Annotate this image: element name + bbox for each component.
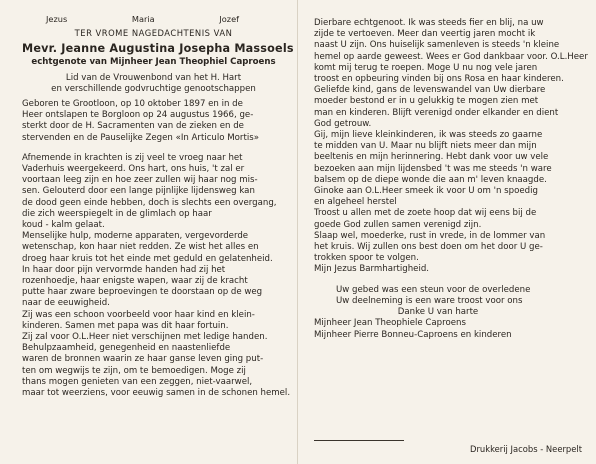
farewell-line: trokken spoor te volgen. (314, 253, 419, 264)
reflection-line: die zich weerspiegelt in de glimlach op haar (22, 208, 212, 219)
reflection-line: Afnemende in krachten is zij veel te vroeg naar het (22, 152, 243, 163)
reflection-line: Zij was een schoon voorbeeld voor haar kind en klein- (22, 309, 255, 320)
printer-credit: Drukkerij Jacobs - Neerpelt (470, 444, 582, 454)
reflection-line: thans mogen genieten van een zeggen, niet-vaarwel, (22, 376, 253, 387)
reflection-line: naar de eeuwigheid. (22, 298, 110, 309)
reflection-text (22, 152, 291, 399)
farewell-line: bezoeken aan mijn lijdensbed 't was me steeds 'n ware (314, 163, 552, 174)
farewell-line: beeltenis en mijn herinnering. Hebt dank voor uw vele (314, 152, 549, 163)
reflection-line: wetenschap, kon haar niet redden. Ze wist het alles en (22, 242, 259, 253)
farewell-text (314, 18, 588, 276)
farewell-line: goede God zullen samen verenigd zijn. (314, 219, 482, 230)
biography (22, 99, 285, 144)
reflection-line: koud - kalm gelaat. (22, 220, 105, 231)
biography-line: Heer ontslapen te Borgloon op 24 augustus 1966, ge- (22, 110, 254, 121)
farewell-line: Dierbare echtgenoot. Ik was steeds fier en blij, na uw (314, 18, 544, 28)
reflection-line: In haar door pijn vervormde handen had zij het (22, 264, 226, 275)
holy-name-maria: Maria (131, 14, 155, 24)
farewell-line: Geliefde kind, gans de levenswandel van Uw dierbare (314, 85, 546, 96)
farewell-line: God getrouw. (314, 118, 372, 129)
biography-line: Geboren te Grootloon, op 10 oktober 1897 en in de (22, 99, 243, 110)
divider (314, 440, 404, 441)
farewell-line: zijde te vertoeven. Meer dan veertig jaren mocht ik (314, 29, 536, 40)
holy-name-jozef: Jozef (219, 14, 239, 24)
reflection-line: de dood geen einde hebben, doch is slechts een overgang, (22, 197, 277, 208)
farewell-line: balsem op de diepe wonde die aan m' leven knaagde. (314, 174, 547, 185)
reflection-line: maar tot weerziens, voor eeuwig samen in de schonen hemel. (22, 388, 291, 399)
farewell-line: hemel op aarde geweest. Wees er God dankbaar voor. O.L.Heer (314, 51, 588, 62)
membership-line: en verschillende godvruchtige genootschappen (51, 83, 256, 94)
farewell-line: Slaap wel, moederke, rust in vrede, in de lommer van (314, 230, 546, 241)
reflection-line: Vaderhuis weergekeerd. Ons hart, ons huis, 't zal er (22, 164, 245, 175)
reflection-line: ten om wegwijs te zijn, om te bemoedigen. Moge zij (22, 365, 246, 376)
reflection-line: Behulpzaamheid, genegenheid en naastenliefde (22, 343, 231, 354)
signatory: Mijnheer Jean Theophiele Caproens (314, 318, 466, 329)
farewell-line: naast U zijn. Ons huiselijk samenleven is steeds 'n kleine (314, 40, 560, 51)
thanks-line: Uw gebed was een steun voor de overledene (336, 284, 531, 295)
reflection-line: Zij zal voor O.L.Heer niet verschijnen met ledige handen. (22, 332, 268, 343)
thanks-line: Uw deelneming is een ware troost voor ons (336, 295, 523, 306)
biography-line: sterkt door de H. Sacramenten van de zieken en de (22, 121, 244, 132)
farewell-line: Gij, mijn lieve kleinkinderen, ik was steeds zo gaarne (314, 130, 543, 141)
deceased-name: Mevr. Jeanne Augustina Josepha Massoels (22, 42, 294, 56)
signatory: Mijnheer Pierre Bonneu-Caproens en kinderen (314, 330, 512, 341)
thanks-line: Danke U van harte (397, 307, 479, 318)
holy-names (22, 14, 285, 25)
farewell-line: moeder bestond er in u gelukkig te mogen zien met (314, 96, 539, 107)
reflection-line: sen. Gelouterd door een lange pijnlijke lijdensweg kan (22, 186, 255, 197)
farewell-line: het kruis. Wij zullen ons best doen om het door U ge- (314, 242, 543, 253)
farewell-line: man en kinderen. Blijft verenigd onder elkander en dient (314, 107, 559, 118)
spouse-line: echtgenote van Mijnheer Jean Theophiel Caproens (31, 57, 276, 68)
thanks-block (314, 285, 580, 319)
signatories (314, 318, 580, 342)
farewell-line: en algeheel herstel (314, 197, 397, 208)
farewell-line: troost en opbeuring vinden bij ons Rosa en haar kinderen. (314, 74, 564, 85)
holy-name-jezus: Jezus (46, 14, 68, 24)
reflection-line: Menselijke hulp, moderne apparaten, vergevorderde (22, 231, 249, 242)
reflection-line: putte haar zware beproevingen te doorstaan op de weg (22, 287, 263, 298)
memory-heading: TER VROME NAGEDACHTENIS VAN (74, 28, 233, 38)
reflection-line: waren de bronnen waarin ze haar ganse leven ging put- (22, 354, 264, 365)
reflection-line: kinderen. Samen met papa was dit haar fortuin. (22, 320, 229, 331)
farewell-line: Ginoke aan O.L.Heer smeek ik voor U om 'n spoedig (314, 186, 538, 197)
farewell-line: Mijn Jezus Barmhartigheid. (314, 264, 430, 275)
reflection-line: droeg haar kruis tot het einde met geduld en gelatenheid. (22, 253, 273, 264)
right-panel (298, 0, 596, 464)
farewell-line: te midden van U. Maar nu blijft niets meer dan mijn (314, 141, 537, 152)
reflection-line: voortaan leeg zijn en hoe zeer zullen wij haar nog mis- (22, 175, 258, 186)
membership-line: Lid van de Vrouwenbond van het H. Hart (65, 72, 242, 83)
farewell-line: Troost u allen met de zoete hoop dat wij eens bij de (314, 208, 537, 219)
farewell-line: komt mij terug te roepen. Moge U nu nog vele jaren (314, 62, 538, 73)
reflection-line: rozenhoedje, haar enigste wapen, waar zij de kracht (22, 276, 248, 287)
biography-line: stervenden en de Pauselijke Zegen «In Articulo Mortis» (22, 132, 259, 143)
